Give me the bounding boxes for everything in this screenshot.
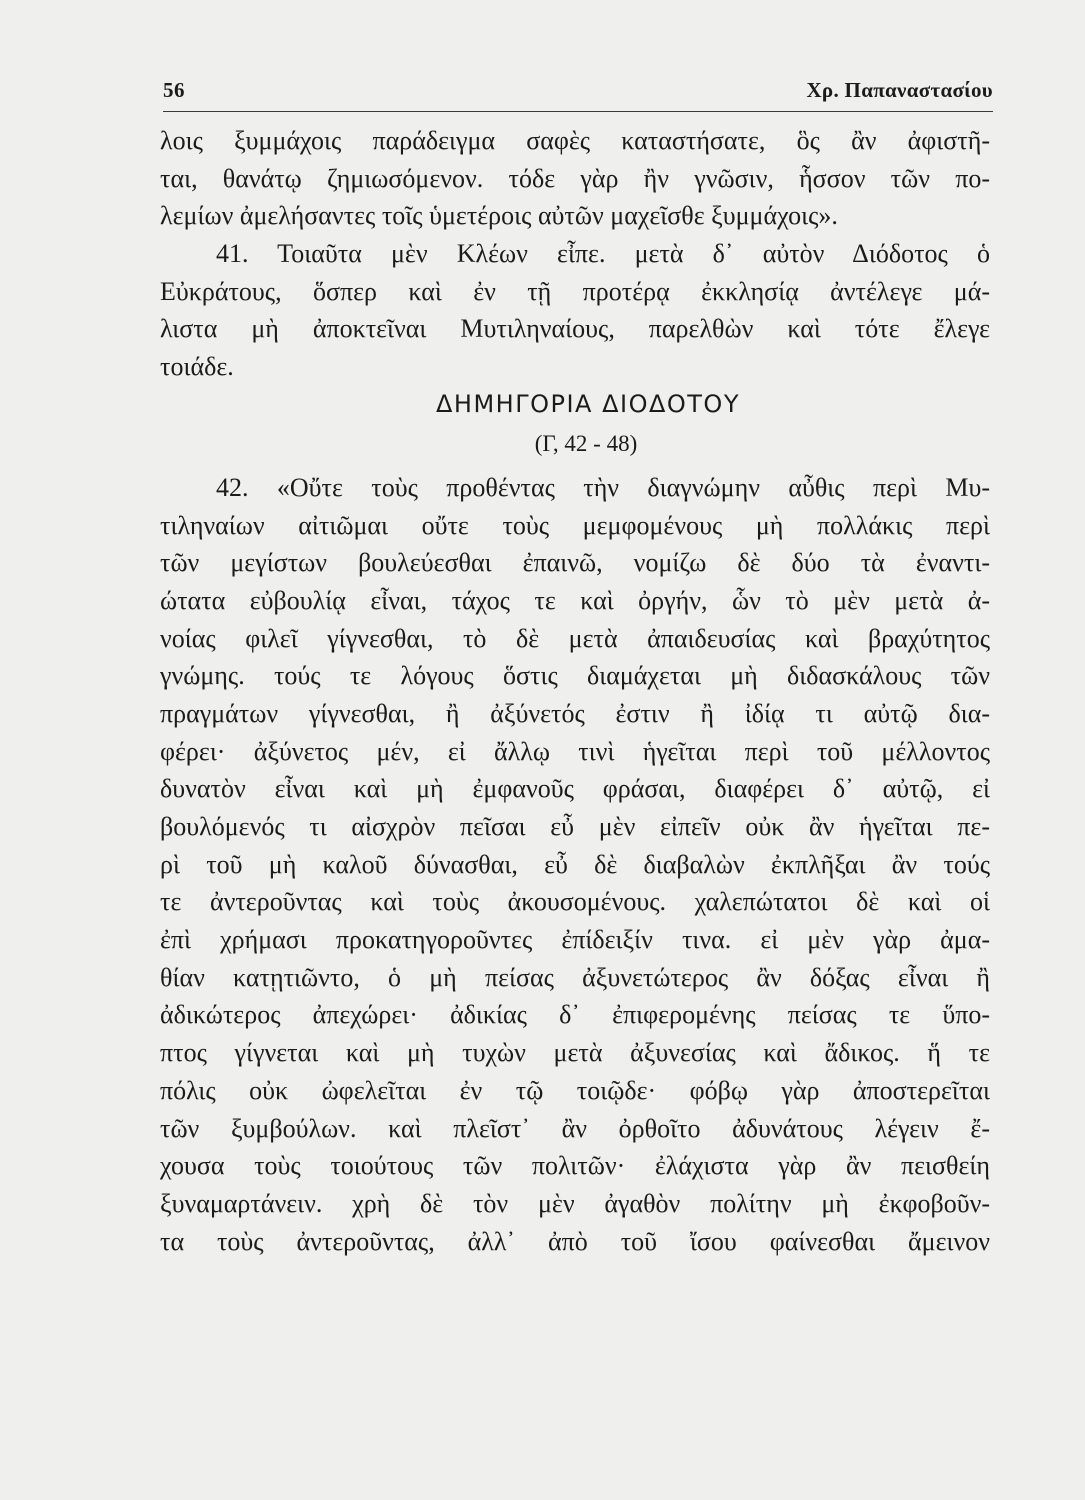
- page-number: 56: [163, 78, 185, 102]
- running-title: Χρ. Παπαναστασίου: [806, 78, 993, 102]
- body-text: [160, 122, 990, 1260]
- section-heading: ΔΗΜΗΓΟΡΙΑ ΔΙΟΔΟΤΟΥ: [436, 389, 740, 418]
- text-line: τῶν μεγίστων βουλεύεσθαι ἐπαινῶ, νομίζω δὲ δύο τὰ ἐναντι-: [160, 548, 990, 578]
- text-line: δυνατὸν εἶναι καὶ μὴ ἐμφανοῦς φράσαι, διαφέρει δ᾽ αὐτῷ, εἰ: [160, 774, 990, 804]
- paragraph-41: [160, 235, 990, 386]
- text-line: τιληναίων αἰτιῶμαι οὔτε τοὺς μεμφομένους μὴ πολλάκις περὶ: [160, 510, 990, 540]
- text-line: λεμίων ἀμελήσαντες τοῖς ὑμετέροις αὐτῶν μαχεῖσθε ξυμμάχοις».: [160, 201, 838, 231]
- text-line: ται, θανάτῳ ζημιωσόμενον. τόδε γὰρ ἢν γνῶσιν, ἧσσον τῶν πο-: [160, 163, 990, 193]
- text-line: πραγμάτων γίγνεσθαι, ἢ ἀξύνετός ἐστιν ἢ ἰδίᾳ τι αὐτῷ δια-: [160, 698, 990, 728]
- text-line: τε ἀντεροῦντας καὶ τοὺς ἀκουσομένους. χαλεπώτατοι δὲ καὶ οἱ: [160, 887, 990, 917]
- text-line: ξυναμαρτάνειν. χρὴ δὲ τὸν μὲν ἀγαθὸν πολίτην μὴ ἐκφοβοῦν-: [160, 1188, 990, 1218]
- text-line: θίαν κατῃτιῶντο, ὁ μὴ πείσας ἀξυνετώτερος ἂν δόξας εἶναι ἢ: [160, 962, 990, 992]
- paragraph-continuation: [160, 122, 990, 235]
- text-line: βουλόμενός τι αἰσχρὸν πεῖσαι εὖ μὲν εἰπεῖν οὐκ ἂν ἡγεῖται πε-: [160, 812, 990, 841]
- text-line: 41. Τοιαῦτα μὲν Κλέων εἶπε. μετὰ δ᾽ αὐτὸν Διόδοτος ὁ: [216, 239, 990, 269]
- text-line: νοίας φιλεῖ γίγνεσθαι, τὸ δὲ μετὰ ἀπαιδευσίας καὶ βραχύτητος: [160, 623, 990, 653]
- section-reference: (Γ, 42 - 48): [534, 430, 638, 456]
- text-line: ἐπὶ χρήμασι προκατηγοροῦντες ἐπίδειξίν τινα. εἰ μὲν γὰρ ἀμα-: [160, 925, 990, 955]
- text-line: φέρει· ἀξύνετος μέν, εἰ ἄλλῳ τινὶ ἡγεῖται περὶ τοῦ μέλλοντος: [160, 736, 990, 766]
- text-line: πτος γίγνεται καὶ μὴ τυχὼν μετὰ ἀξυνεσίας καὶ ἄδικος. ἥ τε: [160, 1038, 990, 1068]
- text-line: 42. «Οὔτε τοὺς προθέντας τὴν διαγνώμην αὖθις περὶ Μυ-: [216, 472, 990, 502]
- text-line: γνώμης. τούς τε λόγους ὅστις διαμάχεται μὴ διδασκάλους τῶν: [160, 661, 990, 691]
- text-line: λοις ξυμμάχοις παράδειγμα σαφὲς καταστήσατε, ὃς ἂν ἀφιστῆ-: [160, 126, 990, 155]
- text-line: ἀδικώτερος ἀπεχώρει· ἀδικίας δ᾽ ἐπιφερομένης πείσας τε ὕπο-: [160, 1000, 990, 1030]
- header-rule: [163, 111, 993, 112]
- text-line: Εὐκράτους, ὅσπερ καὶ ἐν τῇ προτέρᾳ ἐκκλησίᾳ ἀντέλεγε μά-: [160, 276, 990, 306]
- text-line: τῶν ξυμβούλων. καὶ πλεῖστ᾽ ἂν ὀρθοῖτο ἀδυνάτους λέγειν ἔ-: [160, 1113, 990, 1143]
- page-header: [163, 78, 993, 108]
- text-line: τοιάδε.: [160, 352, 234, 382]
- text-line: τα τοὺς ἀντεροῦντας, ἀλλ᾽ ἀπὸ τοῦ ἴσου φαίνεσθαι ἄμεινον: [160, 1226, 990, 1256]
- paragraph-42: [160, 469, 990, 1260]
- text-line: λιστα μὴ ἀποκτεῖναι Μυτιληναίους, παρελθὼν καὶ τότε ἔλεγε: [160, 314, 990, 344]
- text-line: ώτατα εὐβουλίᾳ εἶναι, τάχος τε καὶ ὀργήν, ὧν τὸ μὲν μετὰ ἀ-: [160, 585, 990, 615]
- text-line: χουσα τοὺς τοιούτους τῶν πολιτῶν· ἐλάχιστα γὰρ ἂν πεισθείη: [160, 1151, 990, 1181]
- text-line: πόλις οὐκ ὠφελεῖται ἐν τῷ τοιῷδε· φόβῳ γὰρ ἀποστερεῖται: [160, 1075, 990, 1105]
- text-line: ρὶ τοῦ μὴ καλοῦ δύνασθαι, εὖ δὲ διαβαλὼν ἐκπλῆξαι ἂν τούς: [160, 849, 990, 879]
